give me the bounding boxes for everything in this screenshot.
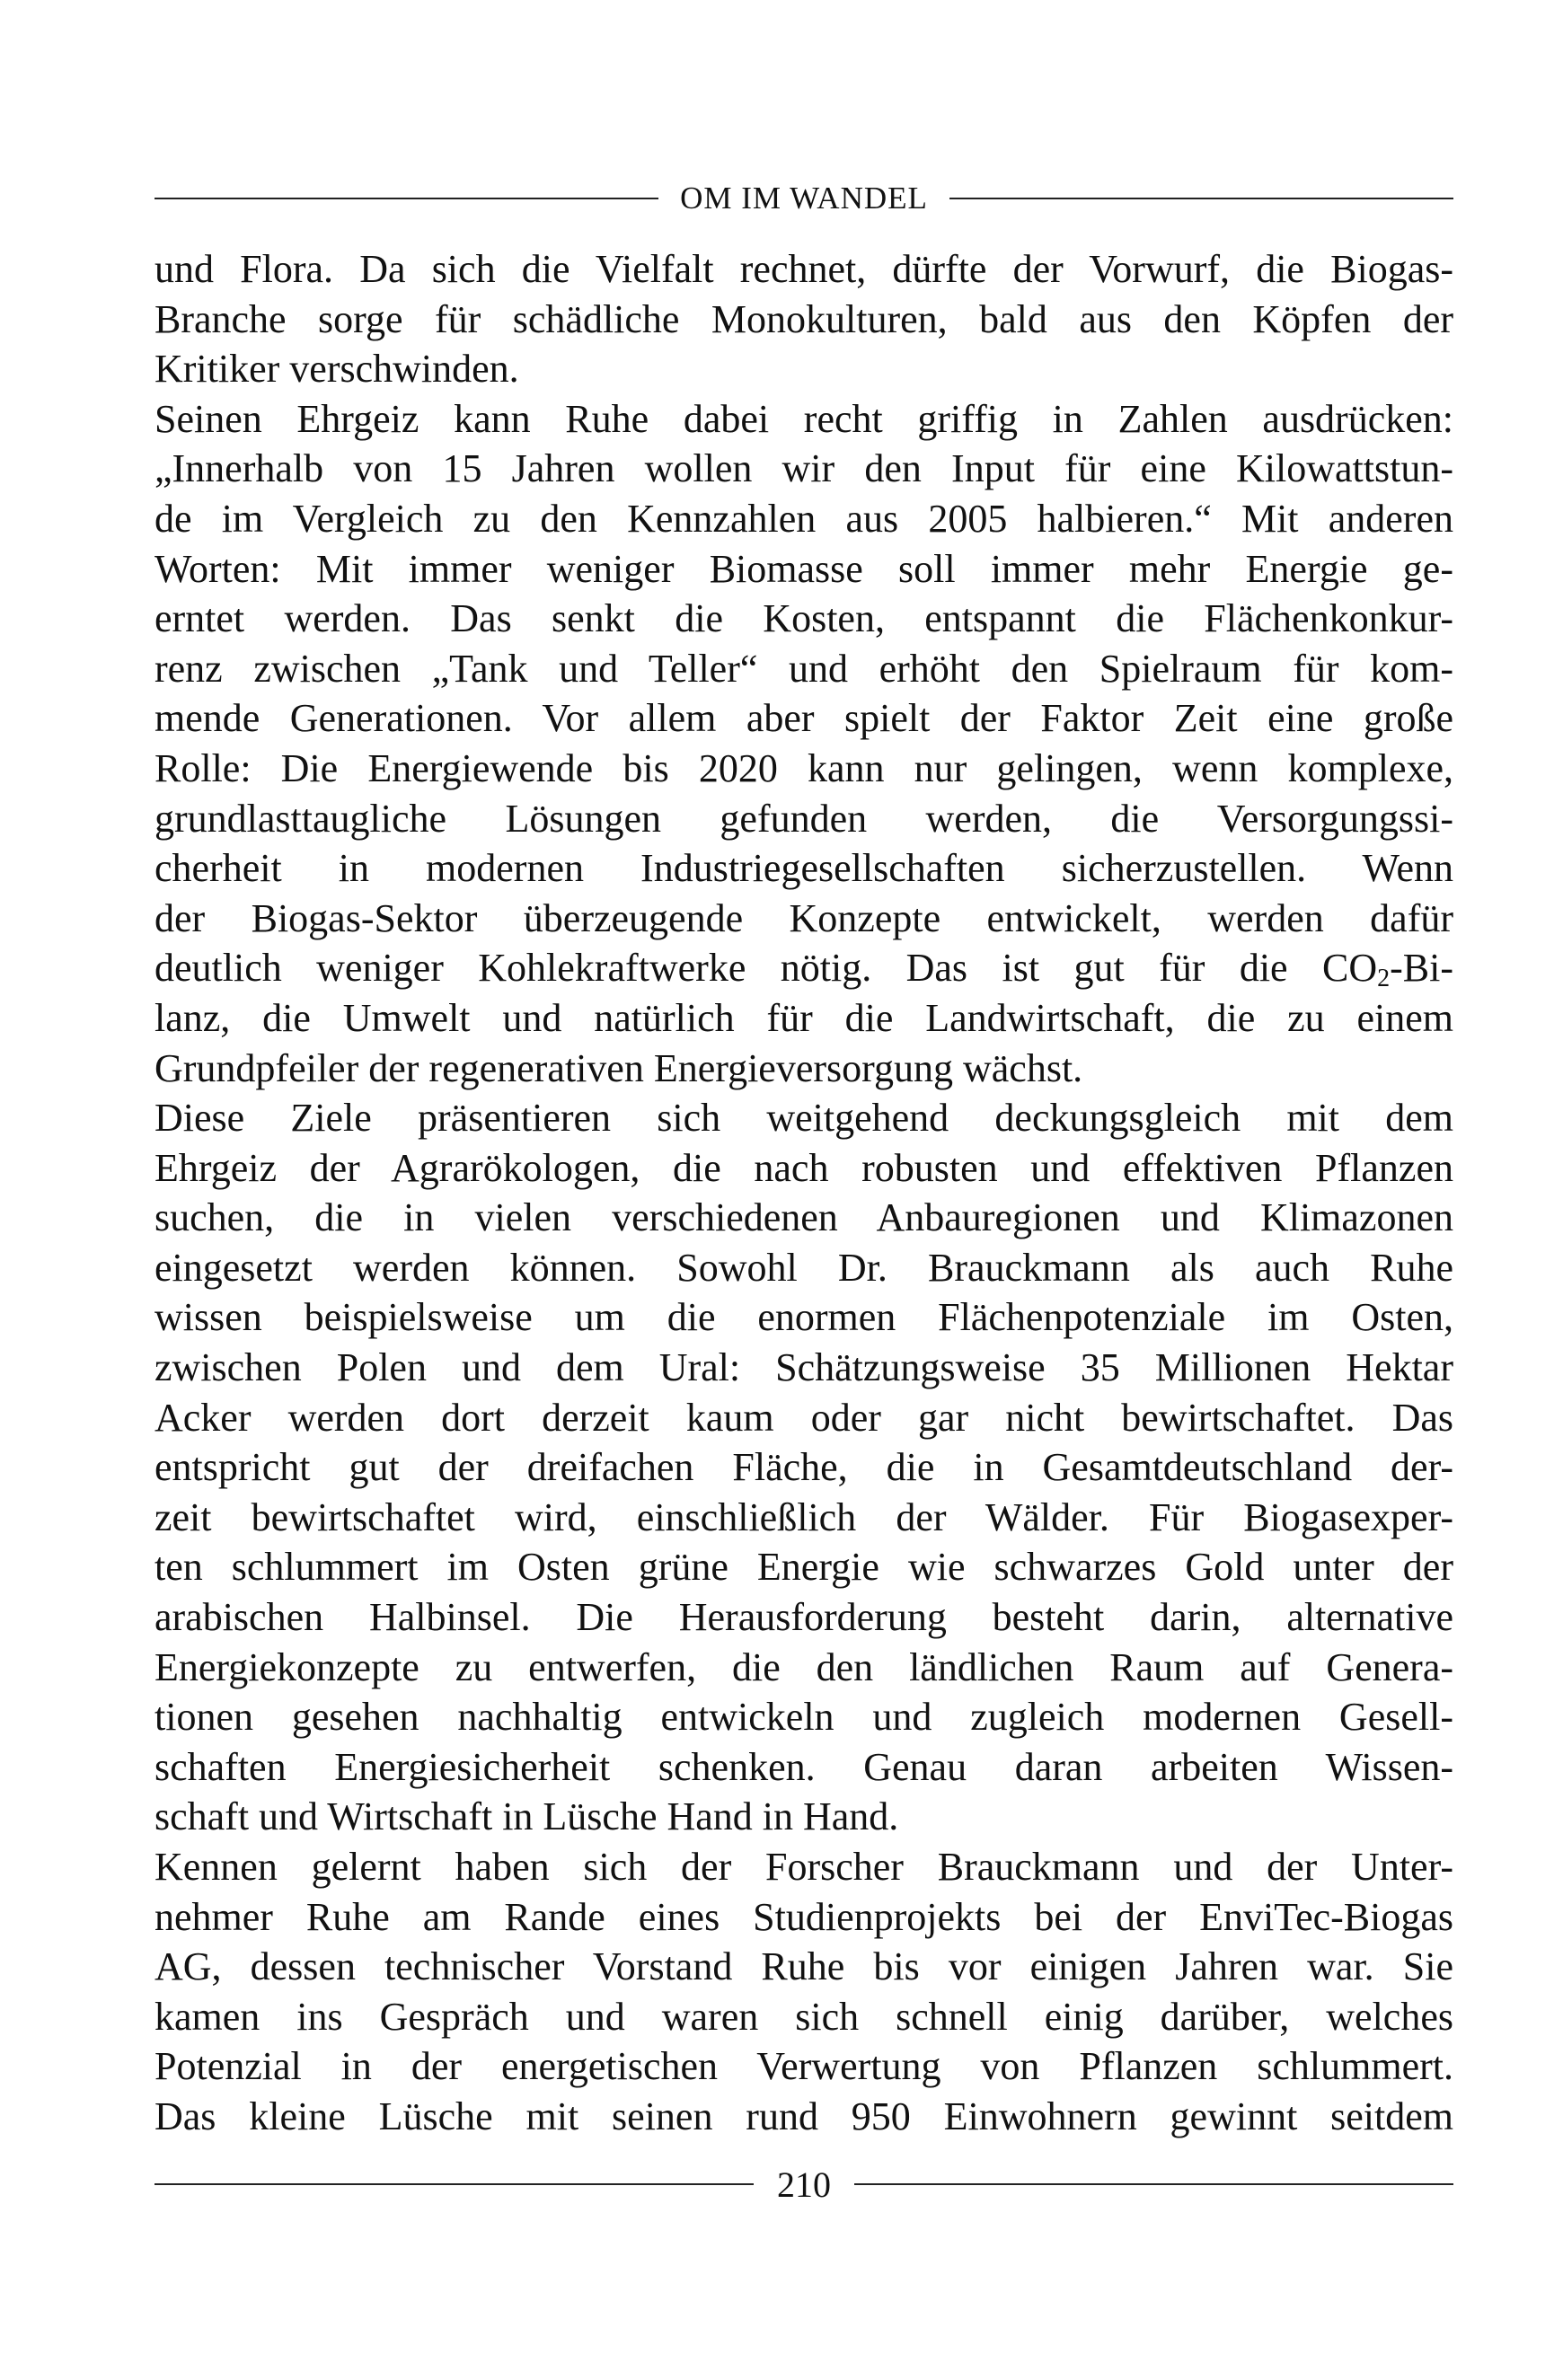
footer-rule-right	[854, 2183, 1453, 2185]
text-line: der Biogas-Sektor überzeugende Konzepte entwickelt, werden dafür	[155, 895, 1453, 940]
text-line: lanz, die Umwelt und natürlich für die Landwirtschaft, die zu einem	[155, 995, 1453, 1040]
text-line: Kennen gelernt haben sich der Forscher Brauckmann und der Unter-	[155, 1845, 1453, 1889]
text-line: Energiekonzepte zu entwerfen, die den ländlichen Raum auf Genera-	[155, 1644, 1453, 1689]
text-line: und Flora. Da sich die Vielfalt rechnet, dürfte der Vorwurf, die Biogas-	[155, 247, 1453, 291]
header-rule-right	[949, 198, 1453, 199]
text-line: Potenzial in der energetischen Verwertung von Pflanzen schlummert.	[155, 2044, 1453, 2089]
text-line: Seinen Ehrgeiz kann Ruhe dabei recht griffig in Zahlen ausdrücken:	[155, 396, 1453, 441]
text-line: kamen ins Gespräch und waren sich schnell einig darüber, welches	[155, 1994, 1453, 2039]
text-line: Grundpfeiler der regenerativen Energieversorgung wächst.	[155, 1045, 1083, 1090]
text-line: Acker werden dort derzeit kaum oder gar nicht bewirtschaftet. Das	[155, 1395, 1453, 1440]
running-title: OM IM WANDEL	[680, 181, 928, 216]
running-header	[155, 176, 1453, 221]
text-line: Rolle: Die Energiewende bis 2020 kann nur gelingen, wenn komplexe,	[155, 745, 1453, 790]
text-line: zeit bewirtschaftet wird, einschließlich der Wälder. Für Biogasexper-	[155, 1494, 1453, 1539]
co2-line-text: deutlich weniger Kohlekraftwerke nötig. Das ist gut für die CO	[155, 946, 1378, 991]
header-rule-left	[155, 198, 658, 199]
text-line: de im Vergleich zu den Kennzahlen aus 2005 halbieren.“ Mit anderen	[155, 496, 1453, 541]
text-line: entspricht gut der dreifachen Fläche, die in Gesamtdeutschland der-	[155, 1445, 1453, 1490]
co2-subscript: 2	[1377, 965, 1391, 993]
text-line: Worten: Mit immer weniger Biomasse soll immer mehr Energie ge-	[155, 546, 1453, 591]
paragraph-2	[155, 394, 1453, 1093]
text-line: arabischen Halbinsel. Die Herausforderung besteht darin, alternative	[155, 1595, 1453, 1640]
text-line: renz zwischen „Tank und Teller“ und erhöht den Spielraum für kom-	[155, 646, 1453, 691]
footer-rule-left	[155, 2183, 754, 2185]
text-line: erntet werden. Das senkt die Kosten, entspannt die Flächenkonkur-	[155, 596, 1453, 641]
text-line: cherheit in modernen Industriegesellschaften sicherzustellen. Wenn	[155, 846, 1453, 891]
text-line: Das kleine Lüsche mit seinen rund 950 Einwohnern gewinnt seitdem	[155, 2094, 1453, 2138]
text-line: „Innerhalb von 15 Jahren wollen wir den Input für eine Kilowattstun-	[155, 446, 1453, 491]
text-line: eingesetzt werden können. Sowohl Dr. Brauckmann als auch Ruhe	[155, 1245, 1453, 1290]
text-line: AG, dessen technischer Vorstand Ruhe bis vor einigen Jahren war. Sie	[155, 1944, 1453, 1989]
text-line: Ehrgeiz der Agrarökologen, die nach robusten und effektiven Pflanzen	[155, 1145, 1453, 1190]
text-line-co2	[155, 943, 1453, 993]
body-text	[155, 244, 1453, 2142]
text-line: ten schlummert im Osten grüne Energie wie schwarzes Gold unter der	[155, 1545, 1453, 1590]
text-line: nehmer Ruhe am Rande eines Studienprojekts bei der EnviTec-Biogas	[155, 1894, 1453, 1939]
text-line: wissen beispielsweise um die enormen Flächenpotenziale im Osten,	[155, 1295, 1453, 1340]
text-line: schaft und Wirtschaft in Lüsche Hand in Hand.	[155, 1794, 899, 1839]
text-line: suchen, die in vielen verschiedenen Anbauregionen und Klimazonen	[155, 1195, 1453, 1240]
paragraph-3	[155, 1093, 1453, 1842]
text-line: grundlasttaugliche Lösungen gefunden werden, die Versorgungssi-	[155, 796, 1453, 841]
paragraph-4	[155, 1842, 1453, 2142]
text-line: Kritiker verschwinden.	[155, 347, 519, 392]
page-number: 210	[777, 2164, 831, 2205]
page-footer	[155, 2159, 1453, 2209]
text-line: tionen gesehen nachhaltig entwickeln und zugleich modernen Gesell-	[155, 1695, 1453, 1740]
co2-line-tail: -Bi-	[1390, 946, 1453, 991]
text-line: mende Generationen. Vor allem aber spielt der Faktor Zeit eine große	[155, 696, 1453, 741]
text-line: Diese Ziele präsentieren sich weitgehend deckungsgleich mit dem	[155, 1096, 1453, 1141]
text-line: schaften Energiesicherheit schenken. Genau daran arbeiten Wissen-	[155, 1744, 1453, 1789]
text-line: Branche sorge für schädliche Monokulturen, bald aus den Köpfen der	[155, 296, 1453, 341]
paragraph-1	[155, 244, 1453, 394]
text-line: zwischen Polen und dem Ural: Schätzungsweise 35 Millionen Hektar	[155, 1345, 1453, 1390]
